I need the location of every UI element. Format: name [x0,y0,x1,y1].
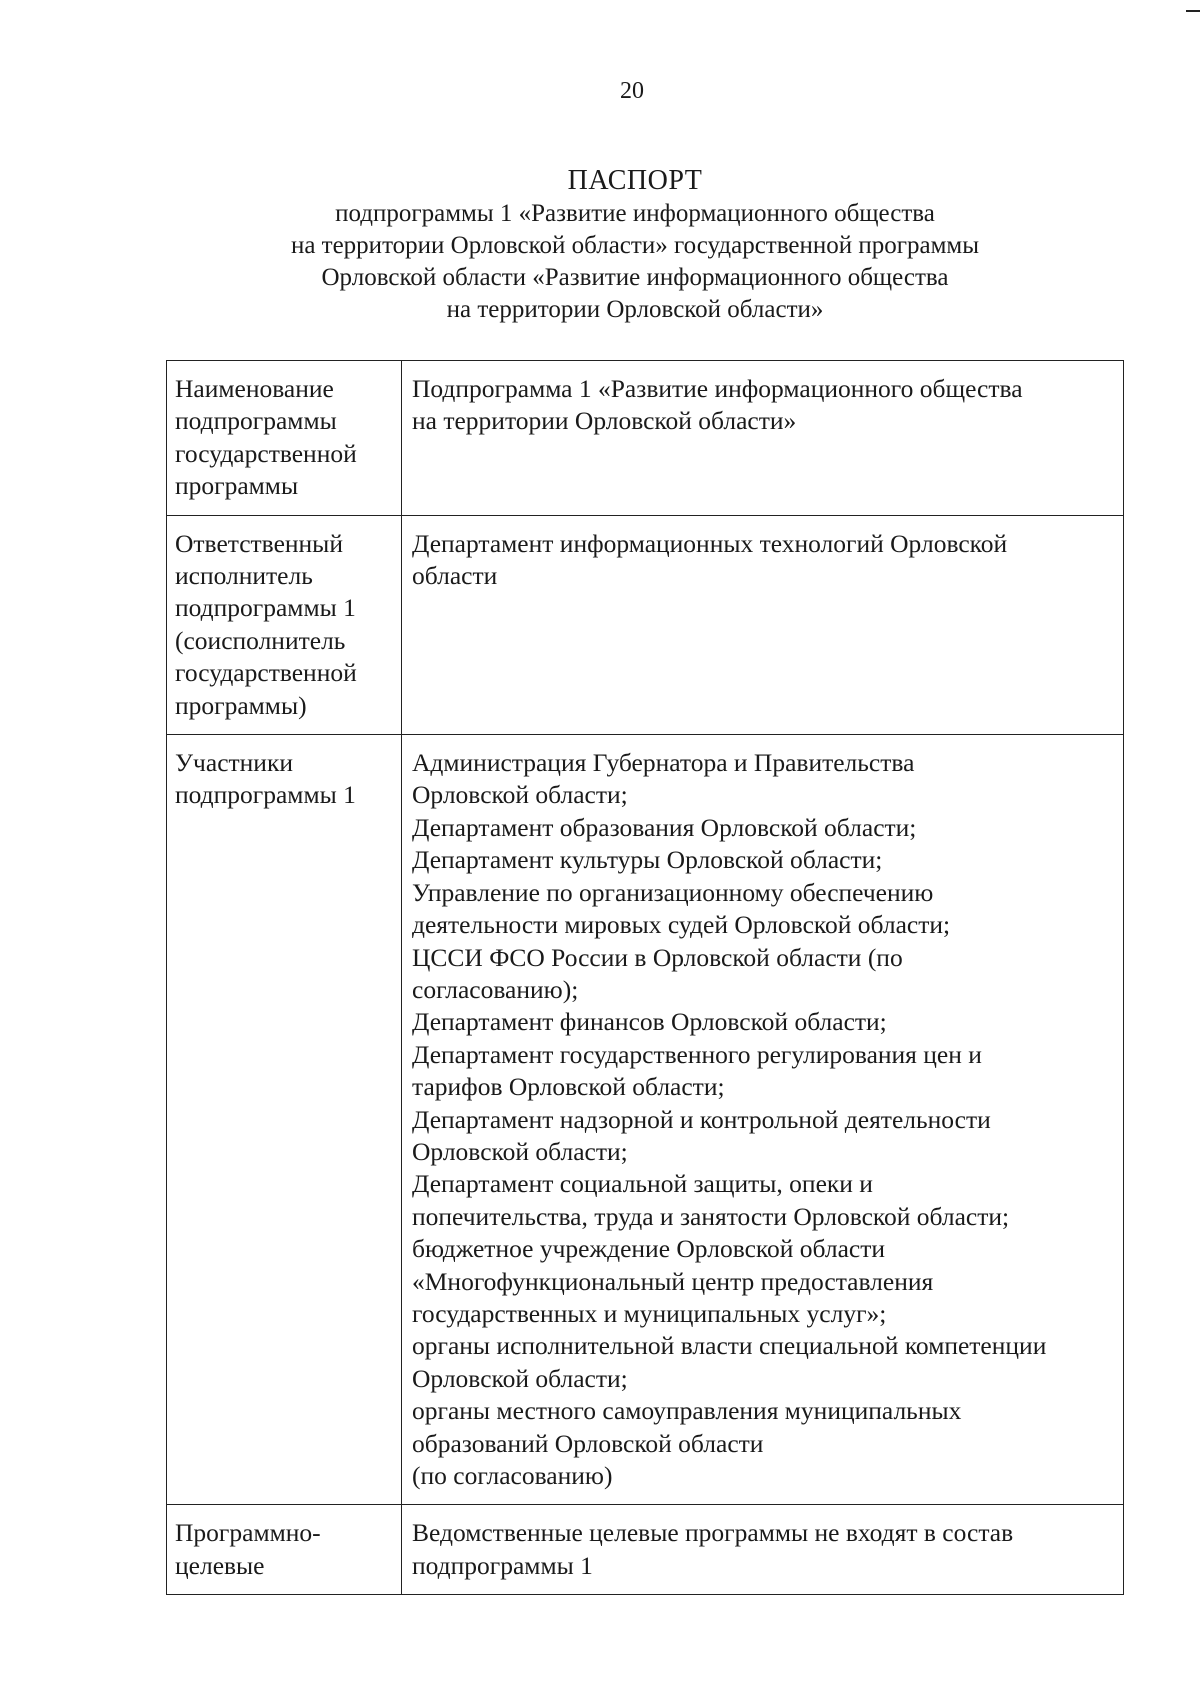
row-value-line: Департамент финансов Орловской области; [412,1007,887,1037]
row-label-line: целевые [175,1550,265,1580]
row-value-line: Орловской области; [412,1136,628,1166]
page-number: 20 [620,78,644,104]
row-value-line: Подпрограмма 1 «Развитие информационного общества [412,374,1023,403]
row-value-line: Администрация Губернатора и Правительства [412,748,915,778]
row-value-line: согласованию); [412,974,579,1004]
row-label-line: подпрограммы 1 [175,593,356,623]
row-label-line: (соисполнитель [175,625,346,655]
row-value-line: образований Орловской области [412,1428,764,1458]
table-row [167,1505,1124,1595]
row-label-line: программы [175,471,299,501]
row-label-line: подпрограммы 1 [175,780,356,810]
row-value-cell [402,515,1124,734]
row-label-line: исполнитель [175,561,313,591]
row-label-line: Программно- [175,1518,321,1548]
row-value-line: органы местного самоуправления муниципальных [412,1396,962,1426]
row-label-line: программы) [175,690,307,720]
title-line-4: на территории Орловской области» [446,296,824,323]
row-value-line: Департамент социальной защиты, опеки и [412,1169,873,1199]
row-value-line: государственных и муниципальных услуг»; [412,1298,887,1328]
row-value-line: тарифов Орловской области; [412,1072,725,1102]
row-value-cell [402,361,1124,516]
row-label-cell [167,735,402,1505]
row-value-line: Департамент образования Орловской области; [412,812,917,842]
row-value-line: бюджетное учреждение Орловской области [412,1234,886,1264]
row-value-line: органы исполнительной власти специальной компетенции [412,1331,1047,1361]
document-title [190,164,1080,326]
row-value-line: Департамент государственного регулирования цен и [412,1039,982,1069]
row-value-line: подпрограммы 1 [412,1550,593,1580]
row-value-line: «Многофункциональный центр предоставления [412,1266,934,1296]
row-value-line: Орловской области; [412,780,628,810]
table-row [167,735,1124,1505]
row-value-cell [402,735,1124,1505]
row-value-line: Орловской области; [412,1363,628,1393]
row-label-cell [167,515,402,734]
title-line-1: подпрограммы 1 «Развитие информационного общества [335,200,935,227]
passport-table [166,360,1124,1595]
row-value-line: (по согласованию) [412,1461,613,1490]
row-value-cell [402,1505,1124,1595]
row-label-cell [167,361,402,516]
title-line-3: Орловской области «Развитие информационного общества [321,264,949,291]
row-value-line: на территории Орловской области» [412,406,797,436]
row-value-line: деятельности мировых судей Орловской области; [412,910,951,940]
table-row [167,361,1124,516]
title-heading: ПАСПОРТ [567,165,703,196]
passport-table-body [167,361,1124,1595]
row-value-line: области [412,561,498,591]
row-label-line: подпрограммы [175,406,337,436]
row-value-line: попечительства, труда и занятости Орловской области; [412,1201,1010,1231]
row-label-cell [167,1505,402,1595]
title-line-2: на территории Орловской области» государственной программы [290,232,980,259]
row-value-line: ЦССИ ФСО России в Орловской области (по [412,942,903,972]
row-value-line: Департамент надзорной и контрольной деятельности [412,1104,991,1134]
row-label-line: Ответственный [175,528,343,558]
table-row [167,515,1124,734]
row-label-line: государственной [175,658,357,688]
row-label-line: Наименование [175,374,334,403]
scan-edge-mark [1186,10,1200,12]
row-value-line: Ведомственные целевые программы не входят в состав [412,1518,1014,1548]
row-value-line: Департамент информационных технологий Орловской [412,528,1008,558]
row-label-line: Участники [175,748,293,778]
row-label-line: государственной [175,438,357,468]
row-value-line: Управление по организационному обеспечению [412,877,934,907]
row-value-line: Департамент культуры Орловской области; [412,845,883,875]
